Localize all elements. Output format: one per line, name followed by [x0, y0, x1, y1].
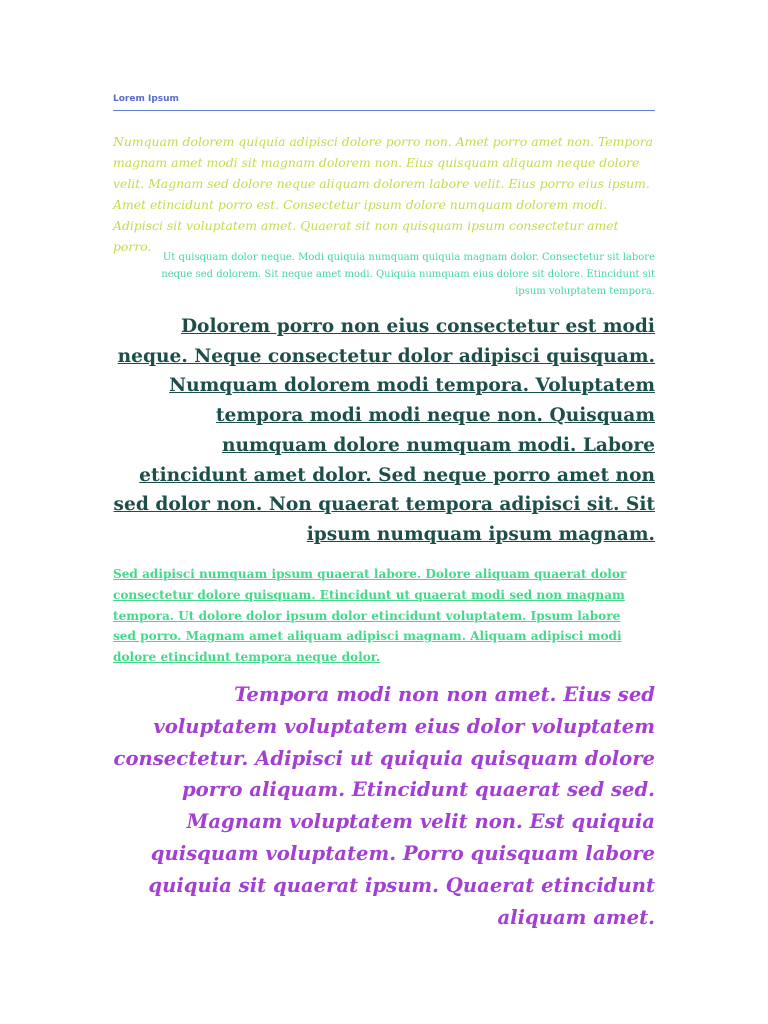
paragraph-bold-underlined-heading: Dolorem porro non eius consectetur est modi neque. Neque consectetur dolor adipisci quisquam. Numquam dolorem modi tempora. Voluptatem tempora modi modi neque non. Quisquam numquam dolore numquam modi. Labore etincidunt amet dolor. Sed neque porro amet non sed dolor non. Non quaerat tempora adipisci sit. Sit ipsum numquam ipsum magnam.: [113, 316, 655, 545]
paragraph-bold-italic-purple: Tempora modi non non amet. Eius sed voluptatem voluptatem eius dolor voluptatem consectetur. Adipisci ut quiquia quisquam dolore porro aliquam. Etincidunt quaerat sed sed. Magnam voluptatem velit non. Est quiquia quisquam voluptatem. Porro quisquam labore quiquia sit quaerat ipsum. Quaerat etincidunt aliquam amet.: [113, 683, 655, 929]
page-header: [113, 93, 655, 111]
paragraph-bold-underlined-green: Sed adipisci numquam ipsum quaerat labore. Dolore aliquam quaerat dolor consectetur dolore quisquam. Etincidunt ut quaerat modi sed non magnam tempora. Ut dolore dolor ipsum dolor etincidunt voluptatem. Ipsum labore sed porro. Magnam amet aliquam adipisci magnam. Aliquam adipisci modi dolore etincidunt tempora neque dolor.: [113, 567, 627, 665]
paragraph-italic-intro: Numquam dolorem quiquia adipisci dolore porro non. Amet porro amet non. Tempora magnam amet modi sit magnam dolorem non. Eius quisquam aliquam neque dolore velit. Magnam sed dolore neque aliquam dolorem labore velit. Eius porro eius ipsum. Amet etincidunt porro est. Consectetur ipsum dolore numquam dolorem modi. Adipisci sit voluptatem amet. Quaerat sit non quisquam ipsum consectetur amet porro.: [113, 134, 654, 254]
header-title: Lorem Ipsum: [113, 94, 179, 104]
paragraph-small-right: Ut quisquam dolor neque. Modi quiquia numquam quiquia magnam dolor. Consectetur sit labore neque sed dolorem. Sit neque amet modi. Quiquia numquam eius dolore sit dolore. Etincidunt sit ipsum voluptatem tempora.: [161, 252, 655, 297]
